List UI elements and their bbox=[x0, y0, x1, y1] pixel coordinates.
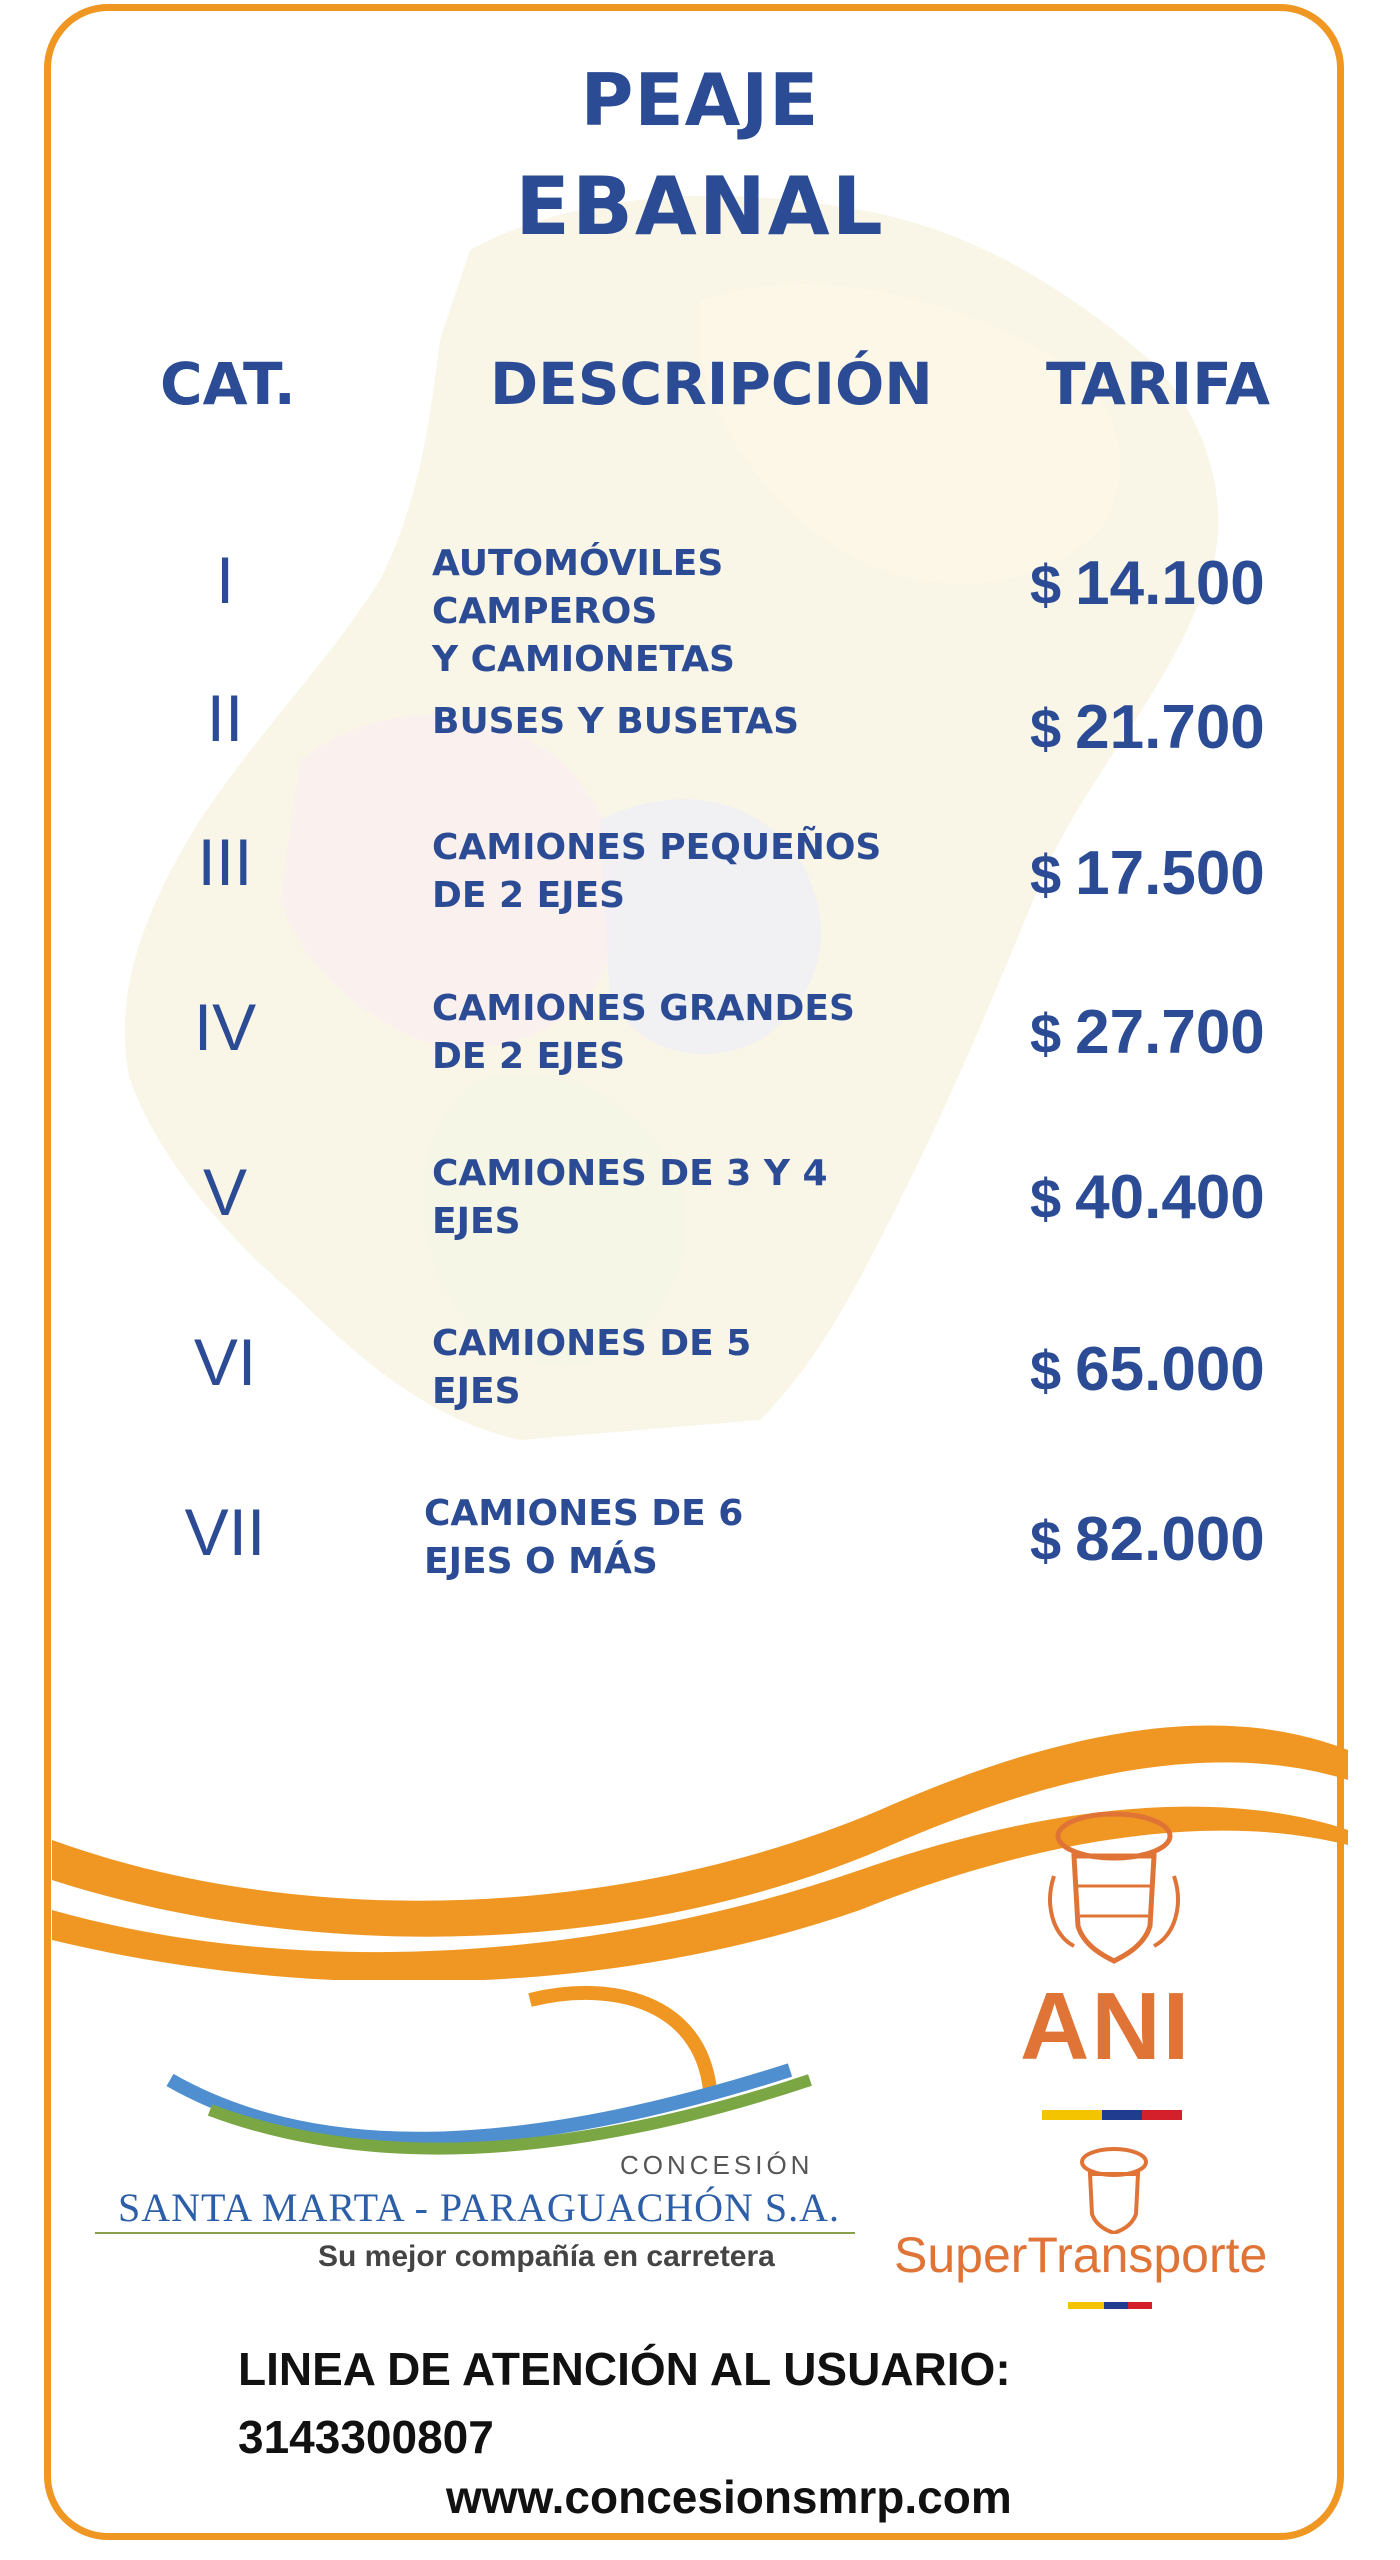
price-value: 17.500 bbox=[1075, 839, 1265, 908]
row-description bbox=[432, 824, 952, 920]
row-price bbox=[1030, 838, 1330, 909]
table-row bbox=[0, 820, 1400, 920]
desc-line-1: AUTOMÓVILES CAMPEROS bbox=[432, 543, 724, 632]
title-ebanal: EBANAL bbox=[515, 160, 885, 253]
desc-line-2: Y CAMIONETAS bbox=[432, 639, 735, 680]
currency-sign: $ bbox=[1030, 697, 1062, 760]
table-row bbox=[0, 1150, 1400, 1250]
currency-sign: $ bbox=[1030, 1002, 1062, 1065]
header-rate: TARIFA bbox=[1046, 350, 1271, 418]
price-value: 27.700 bbox=[1075, 998, 1265, 1067]
supertransporte-shield-icon bbox=[1066, 2138, 1162, 2234]
concession-name: SANTA MARTA - PARAGUACHÓN S.A. bbox=[118, 2185, 841, 2230]
desc-line-1: CAMIONES GRANDES bbox=[432, 988, 855, 1029]
row-description bbox=[424, 1490, 944, 1586]
flag-yellow bbox=[1068, 2302, 1104, 2309]
desc-line-1: CAMIONES DE 6 bbox=[424, 1493, 744, 1534]
price-value: 14.100 bbox=[1075, 549, 1265, 618]
customer-phone: 3143300807 bbox=[238, 2411, 494, 2463]
price-value: 82.000 bbox=[1075, 1505, 1265, 1574]
concession-label: CONCESIÓN bbox=[620, 2150, 814, 2180]
desc-line-1: CAMIONES PEQUEÑOS bbox=[432, 827, 882, 868]
currency-sign: $ bbox=[1030, 1339, 1062, 1402]
row-price bbox=[1030, 997, 1330, 1068]
price-value: 40.400 bbox=[1075, 1163, 1265, 1232]
desc-line-2: DE 2 EJES bbox=[432, 875, 626, 916]
ani-logo-text: ANI bbox=[1020, 1973, 1192, 2080]
desc-line-1: CAMIONES DE 5 bbox=[432, 1323, 752, 1364]
desc-line-2: EJES O MÁS bbox=[424, 1541, 658, 1582]
category-roman: III bbox=[197, 825, 253, 899]
desc-line-2: DE 2 EJES bbox=[432, 1036, 626, 1077]
header-cat: CAT. bbox=[160, 350, 296, 418]
table-row bbox=[0, 540, 1400, 680]
header-description: DESCRIPCIÓN bbox=[490, 350, 933, 418]
title-peaje: PEAJE bbox=[580, 58, 820, 142]
flag-red bbox=[1142, 2110, 1182, 2120]
row-price bbox=[1030, 692, 1330, 763]
table-row bbox=[0, 1490, 1400, 1590]
table-row bbox=[0, 680, 1400, 780]
category-roman: V bbox=[202, 1155, 248, 1229]
supertransporte-logo-text: SuperTransporte bbox=[894, 2227, 1268, 2283]
price-value: 21.700 bbox=[1075, 693, 1265, 762]
concession-tagline: Su mejor compañía en carretera bbox=[318, 2240, 775, 2273]
customer-line-label: LINEA DE ATENCIÓN AL USUARIO: bbox=[238, 2343, 1011, 2395]
row-description bbox=[432, 985, 952, 1081]
website-link[interactable]: www.concesionsmrp.com bbox=[446, 2471, 1012, 2523]
concession-divider bbox=[95, 2232, 855, 2234]
currency-sign: $ bbox=[1030, 553, 1062, 616]
row-description bbox=[432, 540, 952, 684]
row-price bbox=[1030, 1162, 1330, 1233]
currency-sign: $ bbox=[1030, 843, 1062, 906]
table-row bbox=[0, 985, 1400, 1085]
flag-red bbox=[1128, 2302, 1152, 2309]
row-description bbox=[432, 1150, 952, 1246]
category-roman: I bbox=[215, 543, 235, 617]
row-description bbox=[432, 698, 952, 746]
currency-sign: $ bbox=[1030, 1167, 1062, 1230]
desc-line-1: BUSES Y BUSETAS bbox=[432, 701, 799, 742]
category-roman: VI bbox=[193, 1325, 257, 1399]
row-price bbox=[1030, 1334, 1330, 1405]
row-description bbox=[432, 1320, 952, 1416]
price-value: 65.000 bbox=[1075, 1335, 1265, 1404]
currency-sign: $ bbox=[1030, 1509, 1062, 1572]
row-price bbox=[1030, 548, 1330, 619]
desc-line-2: EJES bbox=[432, 1371, 521, 1412]
category-roman: VII bbox=[184, 1495, 266, 1569]
flag-blue bbox=[1102, 2110, 1142, 2120]
table-row bbox=[0, 1320, 1400, 1420]
desc-line-1: CAMIONES DE 3 Y 4 bbox=[432, 1153, 828, 1194]
category-roman: II bbox=[206, 681, 244, 755]
desc-line-2: EJES bbox=[432, 1201, 521, 1242]
row-price bbox=[1030, 1504, 1330, 1575]
flag-yellow bbox=[1042, 2110, 1102, 2120]
colombia-shield-icon bbox=[1034, 1796, 1194, 1966]
category-roman: IV bbox=[193, 990, 257, 1064]
flag-blue bbox=[1104, 2302, 1128, 2309]
